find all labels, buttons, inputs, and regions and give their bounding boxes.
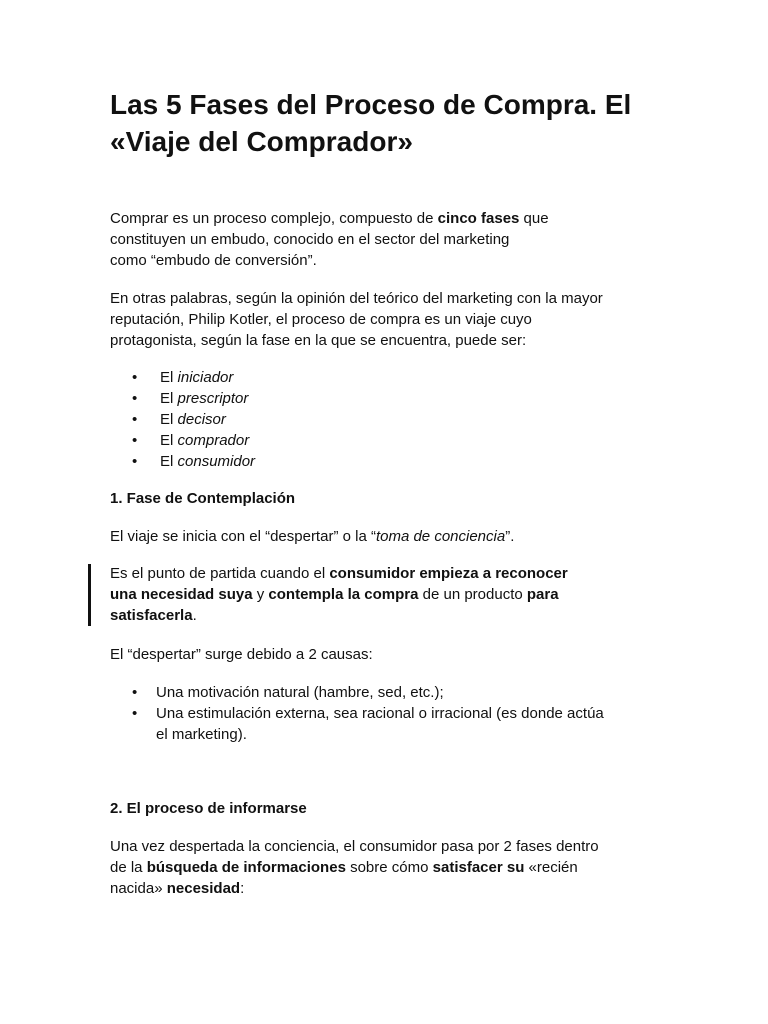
despertar-paragraph bbox=[110, 526, 670, 547]
quote-text bbox=[110, 563, 670, 626]
informarse-text: sobre cómo bbox=[345, 859, 433, 876]
list-item bbox=[110, 703, 670, 745]
informarse-text: nacida» bbox=[110, 880, 167, 897]
causas-paragraph: El “despertar” surge debido a 2 causas: bbox=[110, 646, 373, 663]
list-item bbox=[110, 430, 670, 451]
quote-bold: una necesidad suya bbox=[110, 586, 253, 603]
kotler-text: reputación, Philip Kotler, el proceso de compra es un viaje cuyo bbox=[110, 311, 532, 328]
title-line-1: Las 5 Fases del Proceso de Compra. El bbox=[110, 89, 632, 120]
list-item bbox=[110, 682, 670, 703]
role-article: El bbox=[160, 369, 178, 386]
intro-text: como “embudo de conversión”. bbox=[110, 252, 317, 269]
role-name: iniciador bbox=[177, 369, 234, 386]
quote-span: Es el punto de partida cuando el bbox=[110, 565, 330, 582]
role-name: comprador bbox=[177, 432, 250, 449]
intro-text: constituyen un embudo, conocido en el sector del marketing bbox=[110, 231, 510, 248]
quote-span: y bbox=[252, 586, 269, 603]
despertar-text: El viaje se inicia con el “despertar” o la “ bbox=[110, 528, 376, 545]
role-article: El bbox=[160, 432, 178, 449]
title-line-2: «Viaje del Comprador» bbox=[110, 126, 413, 157]
roles-list bbox=[110, 367, 670, 472]
despertar-text: ”. bbox=[505, 528, 515, 545]
despertar-italic: toma de conciencia bbox=[375, 528, 506, 545]
role-name: decisor bbox=[177, 411, 226, 428]
intro-bold-cinco-fases: cinco fases bbox=[437, 210, 520, 227]
cause-text: el marketing). bbox=[156, 726, 247, 743]
role-name: consumidor bbox=[177, 453, 256, 470]
informarse-paragraph bbox=[110, 836, 670, 899]
informarse-text: Una vez despertada la conciencia, el consumidor pasa por 2 fases dentro bbox=[110, 838, 599, 855]
list-item bbox=[110, 451, 670, 472]
role-article: El bbox=[160, 453, 178, 470]
quote-span: de un producto bbox=[418, 586, 527, 603]
kotler-text: protagonista, según la fase en la que se encuentra, puede ser: bbox=[110, 332, 527, 349]
cause-text: Una motivación natural (hambre, sed, etc.); bbox=[156, 684, 444, 701]
kotler-paragraph bbox=[110, 288, 670, 351]
list-item bbox=[110, 409, 670, 430]
quote-bold: satisfacerla bbox=[110, 607, 193, 624]
intro-text: Comprar es un proceso complejo, compuesto de bbox=[110, 210, 438, 227]
list-item bbox=[110, 367, 670, 388]
list-item bbox=[110, 388, 670, 409]
section-heading-contemplacion: 1. Fase de Contemplación bbox=[110, 490, 296, 507]
page-title bbox=[110, 86, 670, 160]
causes-list bbox=[110, 682, 670, 745]
intro-text: que bbox=[519, 210, 549, 227]
informarse-text: de la bbox=[110, 859, 147, 876]
section-heading-informarse: 2. El proceso de informarse bbox=[110, 800, 307, 817]
role-article: El bbox=[160, 411, 178, 428]
cause-text: Una estimulación externa, sea racional o irracional (es donde actúa bbox=[156, 705, 604, 722]
informarse-text: «recién bbox=[524, 859, 578, 876]
role-name: prescriptor bbox=[177, 390, 249, 407]
role-article: El bbox=[160, 390, 178, 407]
quote-bold: contempla la compra bbox=[268, 586, 419, 603]
quote-bold: consumidor empieza a reconocer bbox=[329, 565, 568, 582]
quote-span: . bbox=[192, 607, 197, 624]
informarse-text: : bbox=[240, 880, 245, 897]
kotler-text: En otras palabras, según la opinión del teórico del marketing con la mayor bbox=[110, 290, 603, 307]
informarse-bold: búsqueda de informaciones bbox=[146, 859, 346, 876]
informarse-bold: satisfacer su bbox=[432, 859, 525, 876]
informarse-bold: necesidad bbox=[166, 880, 241, 897]
quote-bar bbox=[88, 564, 91, 626]
quote-bold: para bbox=[526, 586, 559, 603]
intro-paragraph bbox=[110, 208, 670, 271]
